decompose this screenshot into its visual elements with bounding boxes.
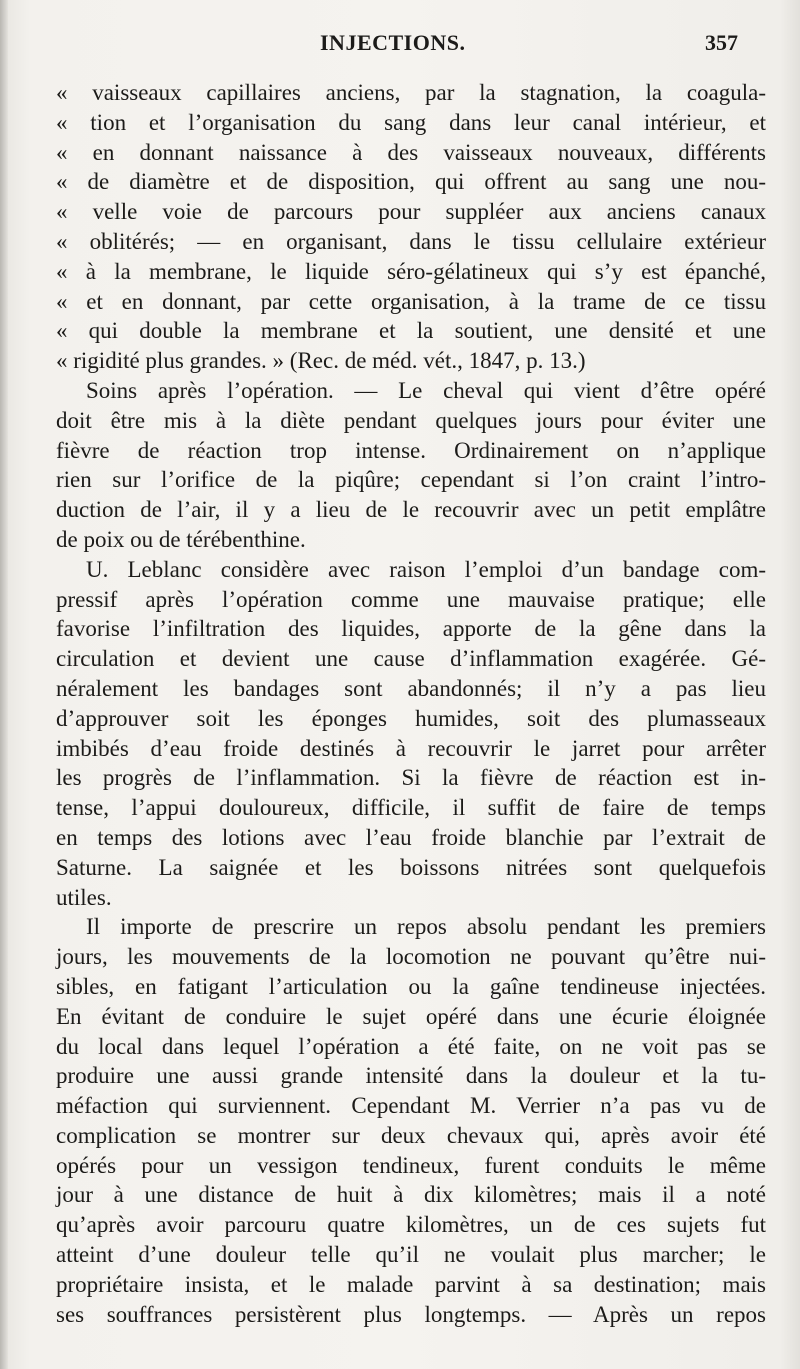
text-line: les progrès de l’inflammation. Si la fièvre de réaction est in- [56,765,766,791]
text-line: pressif après l’opération comme une mauvaise pratique; elle [56,586,766,612]
text-line: du local dans lequel l’opération a été faite, on ne voit pas se [56,1033,766,1059]
text-line: qu’après avoir parcouru quatre kilomètres, un de ces sujets fut [56,1212,766,1238]
text-line: « rigidité plus grandes. » (Rec. de méd. vét., 1847, p. 13.) [56,348,586,374]
text-line: propriétaire insista, et le malade parvint à sa destination; mais [56,1271,766,1297]
text-line: « velle voie de parcours pour suppléer aux anciens canaux [56,199,766,225]
text-line: d’approuver soit les éponges humides, soit des plumasseaux [56,705,766,731]
text-line: jour à une distance de huit à dix kilomètres; mais il a noté [56,1182,766,1208]
section-heading-line: Soins après l’opération. — Le cheval qui vient d’être opéré [86,377,766,403]
running-title: INJECTIONS. [320,30,466,55]
text-line: « tion et l’organisation du sang dans leur canal intérieur, et [56,109,766,135]
text-line: duction de l’air, il y a lieu de le recouvrir avec un petit emplâtre [56,497,766,523]
text-line: en temps des lotions avec l’eau froide blanchie par l’extrait de [56,824,766,850]
text-line: produire une aussi grande intensité dans la douleur et la tu- [56,1063,766,1089]
text-line: Il importe de prescrire un repos absolu pendant les premiers [86,914,766,940]
text-line: En évitant de conduire le sujet opéré dans une écurie éloignée [56,1003,766,1029]
text-line: sibles, en fatigant l’articulation ou la gaîne tendineuse injectées. [56,973,766,999]
text-line: néralement les bandages sont abandonnés; il n’y a pas lieu [56,675,766,701]
text-line: U. Leblanc considère avec raison l’emploi d’un bandage com- [86,556,766,582]
text-line: « à la membrane, le liquide séro-gélatineux qui s’y est épanché, [56,258,766,284]
text-line: fièvre de réaction trop intense. Ordinairement on n’applique [56,437,766,463]
text-line: « oblitérés; — en organisant, dans le tissu cellulaire extérieur [56,228,766,254]
page-header [0,30,800,62]
text-line: imbibés d’eau froide destinés à recouvrir le jarret pour arrêter [56,735,766,761]
text-line: utiles. [56,884,112,910]
text-line: circulation et devient une cause d’inflammation exagérée. Gé- [56,646,766,672]
text-line: atteint d’une douleur telle qu’il ne voulait plus marcher; le [56,1242,766,1268]
text-line: doit être mis à la diète pendant quelques jours pour éviter une [56,407,766,433]
text-line: complication se montrer sur deux chevaux qui, après avoir été [56,1122,766,1148]
text-line: « en donnant naissance à des vaisseaux nouveaux, différents [56,139,766,165]
text-line: tense, l’appui douloureux, difficile, il suffit de faire de temps [56,795,766,821]
text-line: méfaction qui surviennent. Cependant M. Verrier n’a pas vu de [56,1093,766,1119]
body-text [56,78,766,1329]
text-line: « vaisseaux capillaires anciens, par la stagnation, la coagula- [56,80,766,105]
text-line: opérés pour un vessigon tendineux, furent conduits le même [56,1152,766,1178]
text-line: « de diamètre et de disposition, qui offrent au sang une nou- [56,169,766,195]
text-line: « qui double la membrane et la soutient, une densité et une [56,318,766,344]
text-line: de poix ou de térébenthine. [56,526,306,552]
page-number: 357 [705,30,738,55]
text-line: favorise l’infiltration des liquides, apporte de la gêne dans la [56,616,766,642]
text-line: ses souffrances persistèrent plus longtemps. — Après un repos [56,1301,766,1327]
text-line: « et en donnant, par cette organisation, à la trame de ce tissu [56,288,766,314]
text-line: rien sur l’orifice de la piqûre; cependant si l’on craint l’intro- [56,467,766,493]
page-binding-edge [0,0,8,1369]
text-line: jours, les mouvements de la locomotion ne pouvant qu’être nui- [56,944,766,970]
text-line: Saturne. La saignée et les boissons nitrées sont quelquefois [56,854,766,880]
